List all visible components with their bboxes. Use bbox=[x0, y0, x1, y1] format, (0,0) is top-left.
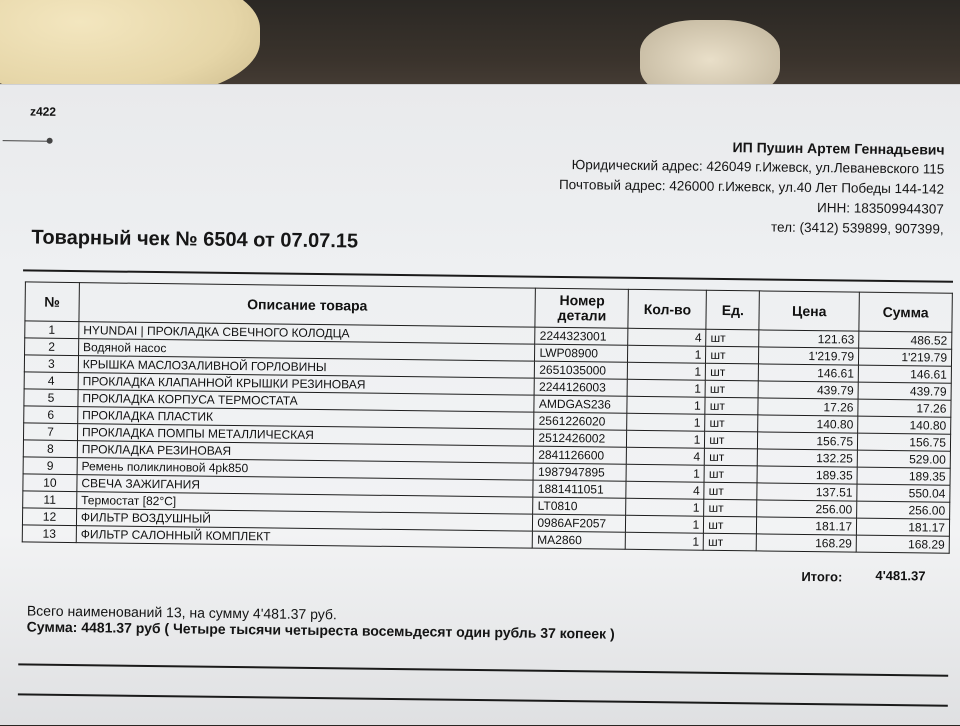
cell-num: 8 bbox=[23, 440, 77, 458]
cell-part: 2244126003 bbox=[534, 378, 627, 396]
cell-num: 12 bbox=[22, 508, 76, 526]
total-label: Итого: bbox=[801, 568, 843, 585]
cell-num: 1 bbox=[25, 321, 79, 339]
cell-num: 7 bbox=[23, 423, 77, 441]
cell-part: 2561226020 bbox=[534, 412, 627, 430]
cell-price: 168.29 bbox=[756, 534, 856, 552]
cell-unit: шт bbox=[704, 465, 757, 483]
cell-sum: 550.04 bbox=[857, 484, 950, 502]
cell-sum: 1'219.79 bbox=[859, 348, 952, 366]
header-price: Цена bbox=[759, 291, 859, 331]
seller-postal-address: Почтовый адрес: 426000 г.Ижевск, ул.40 Лет Победы 144-142 bbox=[558, 176, 945, 197]
cell-price: 156.75 bbox=[758, 432, 858, 450]
cell-qty: 4 bbox=[627, 447, 705, 465]
cell-unit: шт bbox=[705, 397, 758, 415]
total-value: 4'481.37 bbox=[875, 567, 926, 584]
cell-qty: 1 bbox=[626, 532, 704, 550]
header-sum: Сумма bbox=[859, 292, 952, 332]
cell-unit: шт bbox=[705, 380, 758, 398]
seller-legal-address: Юридический адрес: 426049 г.Ижевск, ул.Леваневского 115 bbox=[571, 157, 945, 177]
cell-part: 1881411051 bbox=[533, 480, 626, 498]
cell-qty: 1 bbox=[627, 379, 705, 397]
cell-price: 146.61 bbox=[758, 364, 858, 382]
cell-unit: шт bbox=[703, 533, 756, 551]
cell-price: 137.51 bbox=[757, 483, 857, 501]
cell-unit: шт bbox=[704, 516, 757, 534]
cell-sum: 486.52 bbox=[859, 331, 952, 349]
cell-sum: 256.00 bbox=[857, 501, 950, 519]
cell-qty: 1 bbox=[626, 498, 704, 516]
seller-block bbox=[424, 133, 945, 239]
seller-phone: тел: (3412) 539899, 907399, bbox=[770, 219, 944, 237]
cell-num: 11 bbox=[23, 491, 77, 509]
cell-num: 13 bbox=[22, 525, 76, 543]
cell-qty: 1 bbox=[628, 345, 706, 363]
items-table bbox=[22, 281, 953, 553]
cell-sum: 529.00 bbox=[857, 450, 950, 468]
pin-mark bbox=[3, 140, 49, 142]
cell-desc: HYUNDAI | ПРОКЛАДКА СВЕЧНОГО КОЛОДЦА bbox=[79, 322, 536, 345]
cell-unit: шт bbox=[705, 448, 758, 466]
header-unit: Ед. bbox=[706, 290, 759, 330]
cell-num: 2 bbox=[25, 338, 79, 356]
cell-part: LT0810 bbox=[533, 497, 626, 515]
footer-divider bbox=[18, 693, 948, 706]
cell-price: 181.17 bbox=[757, 517, 857, 535]
title-divider bbox=[23, 269, 953, 282]
cell-qty: 1 bbox=[627, 430, 705, 448]
header-desc: Описание товара bbox=[79, 283, 536, 328]
cell-desc: ПРОКЛАДКА КЛАПАННОЙ КРЫШКИ РЕЗИНОВАЯ bbox=[78, 373, 535, 396]
cell-price: 189.35 bbox=[757, 466, 857, 484]
cell-unit: шт bbox=[704, 499, 757, 517]
cell-num: 3 bbox=[24, 355, 78, 373]
cell-desc: ПРОКЛАДКА КОРПУСА ТЕРМОСТАТА bbox=[78, 390, 535, 413]
cell-sum: 146.61 bbox=[858, 365, 951, 383]
cell-qty: 1 bbox=[627, 413, 705, 431]
cell-qty: 4 bbox=[626, 481, 704, 499]
cell-part: AMDGAS236 bbox=[534, 395, 627, 413]
cell-sum: 439.79 bbox=[858, 382, 951, 400]
header-qty: Кол-во bbox=[628, 289, 706, 329]
cell-unit: шт bbox=[706, 329, 759, 347]
cell-desc: ПРОКЛАДКА ПЛАСТИК bbox=[78, 407, 535, 430]
cell-desc: Ремень поликлиновой 4pk850 bbox=[77, 458, 534, 481]
cell-desc: ФИЛЬТР САЛОННЫЙ КОМПЛЕКТ bbox=[76, 526, 533, 549]
cell-sum: 140.80 bbox=[858, 416, 951, 434]
cell-part: 0986AF2057 bbox=[533, 514, 626, 532]
cell-part: 1987947895 bbox=[533, 463, 626, 481]
cell-num: 4 bbox=[24, 372, 78, 390]
cell-part: 2512426002 bbox=[534, 429, 627, 447]
cell-sum: 168.29 bbox=[856, 535, 949, 553]
cell-unit: шт bbox=[704, 482, 757, 500]
cell-desc: Водяной насос bbox=[78, 339, 535, 362]
cell-qty: 4 bbox=[628, 328, 706, 346]
cell-sum: 156.75 bbox=[857, 433, 950, 451]
bottom-divider bbox=[18, 663, 948, 676]
cell-price: 17.26 bbox=[758, 398, 858, 416]
cell-price: 256.00 bbox=[757, 500, 857, 518]
cell-part: MA2860 bbox=[533, 531, 626, 549]
cell-qty: 1 bbox=[626, 464, 704, 482]
cell-part: 2841126600 bbox=[534, 446, 627, 464]
cell-num: 6 bbox=[24, 406, 78, 424]
cell-part: LWP08900 bbox=[535, 344, 628, 362]
document-code: z422 bbox=[29, 104, 57, 119]
cell-desc: ПРОКЛАДКА РЕЗИНОВАЯ bbox=[77, 441, 534, 464]
cell-desc: Термостат [82°C] bbox=[77, 492, 534, 515]
header-part: Номер детали bbox=[535, 288, 628, 328]
cell-price: 439.79 bbox=[758, 381, 858, 399]
cell-price: 1'219.79 bbox=[759, 347, 859, 365]
cell-num: 10 bbox=[23, 474, 77, 492]
cell-price: 132.25 bbox=[757, 449, 857, 467]
cell-desc: СВЕЧА ЗАЖИГАНИЯ bbox=[77, 475, 534, 498]
cell-price: 121.63 bbox=[759, 330, 859, 348]
summary-line: Всего наименований 13, на сумму 4'481.37 руб. bbox=[26, 602, 337, 623]
cell-unit: шт bbox=[706, 363, 759, 381]
header-num: № bbox=[25, 282, 79, 322]
cell-desc: КРЫШКА МАСЛОЗАЛИВНОЙ ГОРЛОВИНЫ bbox=[78, 356, 535, 379]
cell-num: 5 bbox=[24, 389, 78, 407]
cell-desc: ФИЛЬТР ВОЗДУШНЫЙ bbox=[76, 509, 533, 532]
cell-part: 2244323001 bbox=[535, 327, 628, 345]
cell-sum: 189.35 bbox=[857, 467, 950, 485]
cell-qty: 1 bbox=[627, 396, 705, 414]
amount-line: Сумма: 4481.37 руб ( Четыре тысячи четыреста восемьдесят один рубль 37 копеек ) bbox=[26, 618, 615, 642]
seller-name: ИП Пушин Артем Геннадьевич bbox=[732, 139, 945, 158]
receipt-title: Товарный чек № 6504 от 07.07.15 bbox=[31, 226, 359, 253]
cell-unit: шт bbox=[705, 414, 758, 432]
cell-sum: 181.17 bbox=[856, 518, 949, 536]
cell-unit: шт bbox=[705, 431, 758, 449]
cell-num: 9 bbox=[23, 457, 77, 475]
cell-qty: 1 bbox=[626, 515, 704, 533]
seller-inn: ИНН: 183509944307 bbox=[816, 200, 944, 217]
cell-unit: шт bbox=[706, 346, 759, 364]
cell-part: 2651035000 bbox=[535, 361, 628, 379]
cell-sum: 17.26 bbox=[858, 399, 951, 417]
cell-qty: 1 bbox=[628, 362, 706, 380]
cell-desc: ПРОКЛАДКА ПОМПЫ МЕТАЛЛИЧЕСКАЯ bbox=[77, 424, 534, 447]
cell-price: 140.80 bbox=[758, 415, 858, 433]
